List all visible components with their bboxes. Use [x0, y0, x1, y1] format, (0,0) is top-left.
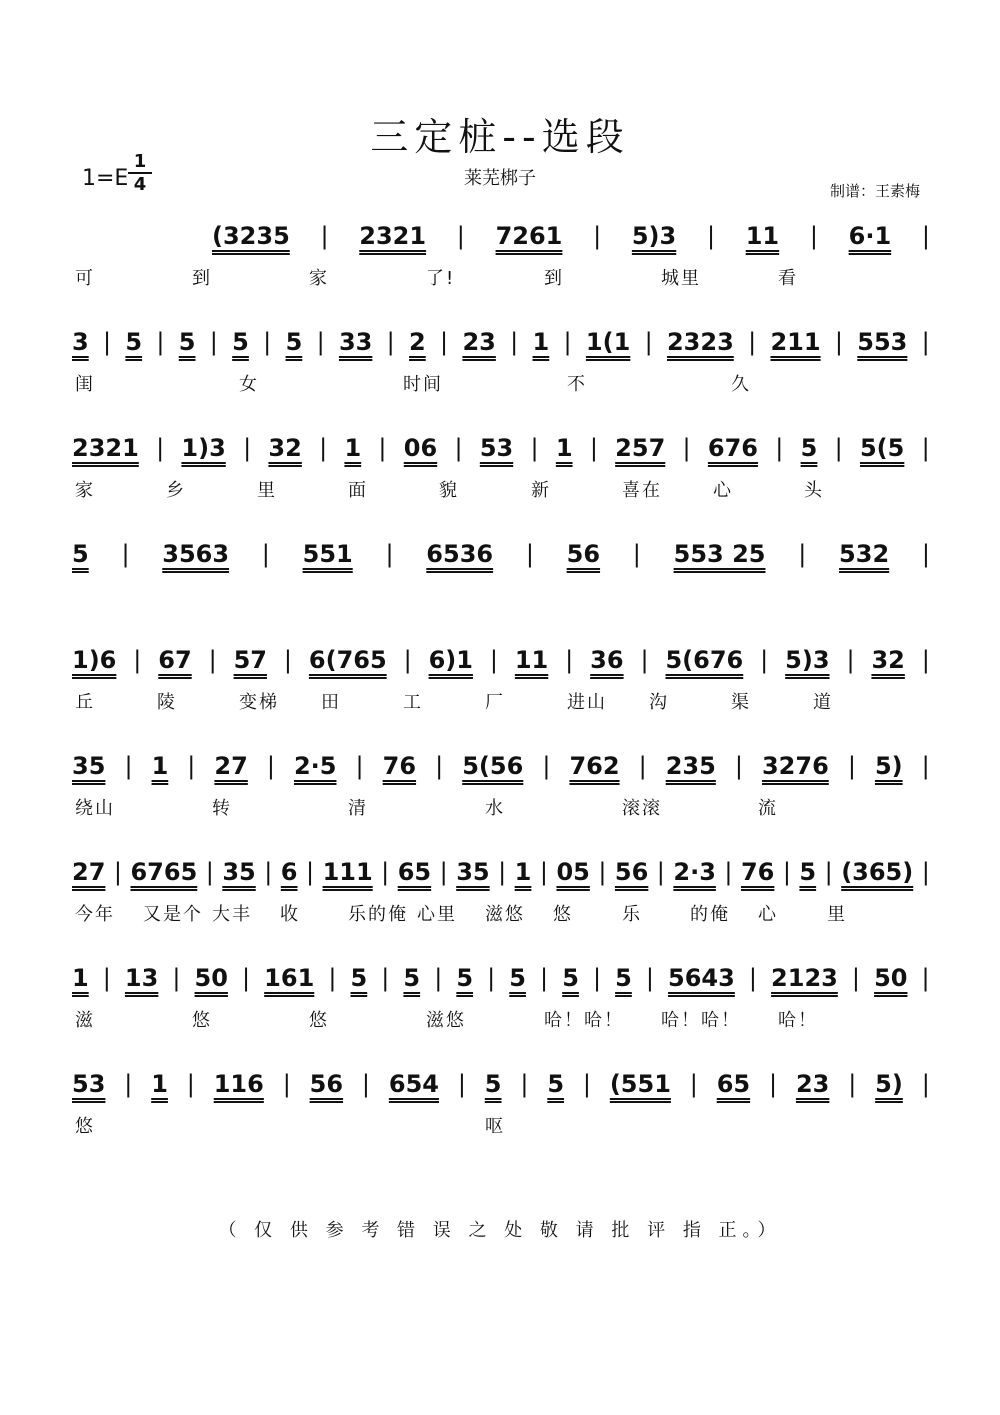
measure: 33	[338, 328, 373, 356]
barline: |	[539, 858, 548, 886]
music-line	[70, 952, 930, 992]
lyric-word: 面	[348, 480, 368, 501]
barline: |	[589, 434, 598, 462]
barline: |	[242, 964, 251, 992]
measure: 05	[556, 858, 590, 886]
barline: |	[361, 1070, 371, 1098]
barline: |	[640, 646, 649, 674]
measure: 1)3	[181, 434, 226, 462]
barline: |	[187, 752, 196, 780]
measure: 53	[479, 434, 514, 462]
lyric-word: 滋	[75, 1010, 95, 1031]
lyric-word: 变梯	[239, 692, 279, 713]
measure: 5	[125, 328, 143, 356]
measure: 1	[72, 964, 89, 992]
barline: |	[319, 434, 328, 462]
measure: 65	[716, 1070, 751, 1098]
measure: 2·3	[673, 858, 716, 886]
music-line	[70, 740, 930, 780]
lyric-word: 女	[239, 374, 259, 395]
barline: |	[921, 646, 930, 674]
barline: |	[592, 964, 602, 992]
lyric-word: 流	[758, 798, 778, 819]
measure: 27	[72, 858, 106, 886]
barline: |	[542, 752, 551, 780]
measure: 5)3	[631, 222, 677, 250]
music-line	[70, 422, 930, 462]
barline: |	[593, 222, 602, 250]
measure: 35	[456, 858, 490, 886]
music-line	[70, 634, 930, 674]
barline: |	[456, 222, 465, 250]
barline: |	[809, 222, 818, 250]
measure: 53	[72, 1070, 106, 1098]
lyric-word: 心里	[417, 904, 457, 925]
barline: |	[834, 328, 843, 356]
lyric-word: 工	[403, 692, 423, 713]
lyric-word: 大丰	[212, 904, 252, 925]
measure: 5	[285, 328, 303, 356]
lyric-word: 悠	[192, 1010, 212, 1031]
lyric-word: 悠	[553, 904, 573, 925]
barline: |	[355, 752, 364, 780]
lyric-word: 清	[348, 798, 368, 819]
measure: 5	[615, 964, 632, 992]
measure: 36	[590, 646, 624, 674]
lyric-word: 进山	[567, 692, 607, 713]
barline: |	[563, 328, 572, 356]
lyric-line	[75, 264, 935, 288]
measure: 654	[388, 1070, 439, 1098]
measure: 56	[566, 540, 601, 568]
barline: |	[113, 858, 122, 886]
measure: 50	[874, 964, 908, 992]
measure: 211	[770, 328, 821, 356]
lyric-word: 滋悠	[426, 1010, 466, 1031]
barline: |	[921, 752, 930, 780]
barline: |	[454, 434, 463, 462]
barline: |	[510, 328, 519, 356]
measure: 67	[158, 646, 192, 674]
barline: |	[205, 858, 214, 886]
barline: |	[848, 1070, 857, 1098]
measure: 5	[456, 964, 474, 992]
measure: 6·1	[848, 222, 892, 250]
lyric-word: 可	[75, 268, 95, 289]
lyric-word: 到	[544, 268, 564, 289]
lyric-word: 哈！	[778, 1010, 818, 1031]
lyric-line	[75, 900, 935, 924]
measure: 1	[344, 434, 362, 462]
barline: |	[439, 858, 448, 886]
barline: |	[921, 434, 930, 462]
barline: |	[172, 964, 181, 992]
measure: 5	[509, 964, 526, 992]
measure: 1(1	[585, 328, 631, 356]
lyric-word: 心	[758, 904, 778, 925]
music-line	[70, 316, 930, 356]
barline: |	[435, 752, 444, 780]
lyric-line	[75, 1006, 935, 1030]
barline: |	[632, 540, 641, 568]
barline: |	[328, 964, 337, 992]
lyric-line	[75, 688, 935, 712]
measure: 06	[403, 434, 438, 462]
lyric-word: 沟	[649, 692, 669, 713]
measure: 5(676	[665, 646, 744, 674]
barline: |	[264, 858, 273, 886]
measure: 1)6	[72, 646, 117, 674]
measure: 2323	[666, 328, 734, 356]
barline: |	[760, 646, 769, 674]
barline: |	[103, 328, 112, 356]
lyric-word: 的俺	[690, 904, 730, 925]
measure: 3	[72, 328, 89, 356]
barline: |	[798, 540, 807, 568]
measure: 76	[740, 858, 775, 886]
barline: |	[261, 540, 270, 568]
measure: 111	[322, 858, 373, 886]
barline: |	[498, 858, 507, 886]
lyric-word: 头	[804, 480, 824, 501]
barline: |	[846, 646, 855, 674]
barline: |	[243, 434, 252, 462]
measure: 5	[799, 858, 817, 886]
measure: 6(765	[308, 646, 387, 674]
measure: 6)1	[428, 646, 473, 674]
barline: |	[921, 328, 930, 356]
barline: |	[385, 540, 394, 568]
barline: |	[440, 328, 449, 356]
measure: 2	[409, 328, 426, 356]
lyric-word: 乐	[622, 904, 642, 925]
barline: |	[638, 752, 647, 780]
time-numerator: 1	[133, 151, 147, 172]
lyric-word: 里	[827, 904, 847, 925]
lyric-word: 渠	[731, 692, 751, 713]
lyric-line	[75, 1112, 935, 1136]
measure: 56	[614, 858, 649, 886]
measure: 13	[124, 964, 159, 992]
measure: 5(56	[462, 752, 524, 780]
measure: 27	[214, 752, 248, 780]
measure: 23	[462, 328, 496, 356]
measure: 65	[397, 858, 432, 886]
measure: 1	[151, 1070, 168, 1098]
barline: |	[782, 858, 791, 886]
lyric-word: 乐的俺	[348, 904, 408, 925]
measure: 5)3	[785, 646, 830, 674]
measure: 2123	[771, 964, 838, 992]
measure: 5(5	[859, 434, 905, 462]
barline: |	[208, 646, 217, 674]
lyric-word: 又是个	[143, 904, 203, 925]
lyric-word: 悠	[75, 1116, 95, 1137]
measure: 532	[839, 540, 890, 568]
measure: 551	[302, 540, 353, 568]
lyric-word: 家	[75, 480, 95, 501]
barline: |	[734, 752, 743, 780]
lyric-word: 滋悠	[485, 904, 525, 925]
lyric-word: 到	[192, 268, 212, 289]
barline: |	[133, 646, 142, 674]
barline: |	[124, 1070, 133, 1098]
barline: |	[102, 964, 111, 992]
measure: 5)	[875, 1070, 903, 1098]
lyric-word: 丘	[75, 692, 95, 713]
lyric-word: 哈！哈！	[544, 1010, 624, 1031]
measure: 5643	[668, 964, 735, 992]
lyric-word: 心	[713, 480, 733, 501]
barline: |	[540, 964, 549, 992]
lyric-line	[75, 370, 935, 394]
barline: |	[316, 328, 325, 356]
barline: |	[434, 964, 443, 992]
measure: 6	[280, 858, 298, 886]
barline: |	[768, 1070, 778, 1098]
measure: 553	[857, 328, 908, 356]
measure: (365)	[841, 858, 914, 886]
credit-label: 制谱：王素梅	[829, 182, 920, 200]
measure: 5	[562, 964, 579, 992]
barline: |	[381, 964, 390, 992]
measure: 6765	[130, 858, 198, 886]
genre-label: 莱芜梆子	[464, 168, 536, 189]
lyric-word: 闺	[75, 374, 95, 395]
lyric-word: 乡	[166, 480, 186, 501]
time-denominator: 4	[133, 174, 147, 195]
barline: |	[283, 646, 292, 674]
measure: 235	[665, 752, 716, 780]
lyric-word: 家	[309, 268, 329, 289]
barline: |	[851, 964, 860, 992]
barline: |	[689, 1070, 698, 1098]
measure: (3235	[212, 222, 290, 250]
barline: |	[644, 328, 653, 356]
barline: |	[834, 434, 843, 462]
barline: |	[748, 964, 757, 992]
measure: 35	[72, 752, 106, 780]
lyric-word: 城里	[661, 268, 701, 289]
measure: 257	[615, 434, 666, 462]
measure: 5	[350, 964, 368, 992]
measure: 2321	[72, 434, 139, 462]
measure: 1	[514, 858, 532, 886]
music-line	[70, 846, 930, 886]
measure: 6536	[426, 540, 494, 568]
lyric-word: 转	[212, 798, 232, 819]
measure: 1	[532, 328, 550, 356]
measure: 1	[151, 752, 169, 780]
barline: |	[921, 1070, 930, 1098]
measure: 5	[232, 328, 249, 356]
key-signature: 1=E	[82, 166, 129, 191]
lyric-word: 哈！哈！	[661, 1010, 741, 1031]
lyric-word: 时间	[403, 374, 443, 395]
measure: 11	[514, 646, 549, 674]
barline: |	[775, 434, 784, 462]
barline: |	[530, 434, 539, 462]
barline: |	[124, 752, 133, 780]
lyric-word: 悠	[309, 1010, 329, 1031]
measure: 56	[309, 1070, 344, 1098]
measure: 35	[222, 858, 256, 886]
barline: |	[645, 964, 654, 992]
measure: 5	[484, 1070, 502, 1098]
measure: 5	[800, 434, 818, 462]
barline: |	[186, 1070, 195, 1098]
barline: |	[520, 1070, 529, 1098]
lyric-word: 陵	[157, 692, 177, 713]
barline: |	[748, 328, 757, 356]
barline: |	[682, 434, 691, 462]
measure: 161	[264, 964, 315, 992]
lyric-word: 收	[280, 904, 300, 925]
measure: 76	[382, 752, 417, 780]
barline: |	[489, 646, 498, 674]
barline: |	[386, 328, 395, 356]
lyric-word: 滚滚	[622, 798, 662, 819]
music-line	[70, 1058, 930, 1098]
barline: |	[381, 858, 390, 886]
measure: 676	[707, 434, 759, 462]
measure: 57	[233, 646, 267, 674]
lyric-word: 绕山	[75, 798, 115, 819]
music-line	[210, 210, 930, 250]
lyric-line	[75, 476, 935, 500]
barline: |	[282, 1070, 291, 1098]
measure: 5)	[874, 752, 903, 780]
measure: 3276	[761, 752, 829, 780]
barline: |	[724, 858, 733, 886]
lyric-word: 貌	[439, 480, 459, 501]
barline: |	[706, 222, 716, 250]
lyric-word: 看	[778, 268, 798, 289]
measure: 2·5	[293, 752, 337, 780]
barline: |	[378, 434, 387, 462]
lyric-word: 今年	[75, 904, 115, 925]
barline: |	[921, 964, 930, 992]
measure: 5	[72, 540, 89, 568]
barline: |	[266, 752, 275, 780]
barline: |	[921, 858, 930, 886]
measure: 553 25	[673, 540, 766, 568]
measure: 32	[268, 434, 302, 462]
measure: 23	[795, 1070, 830, 1098]
barline: |	[921, 540, 930, 568]
measure: 5	[403, 964, 421, 992]
page-title: 三定桩--选段	[370, 115, 630, 159]
measure: 1	[555, 434, 573, 462]
lyric-word: 不	[567, 374, 587, 395]
lyric-word: 水	[485, 798, 505, 819]
measure: 762	[569, 752, 620, 780]
measure: 7261	[495, 222, 563, 250]
lyric-word: 喜在	[622, 480, 662, 501]
measure: 50	[194, 964, 228, 992]
measure: 11	[745, 222, 780, 250]
lyric-line	[75, 794, 935, 818]
footer-note: （ 仅 供 参 考 错 误 之 处 敬 请 批 评 指 正。）	[218, 1220, 782, 1241]
lyric-word: 久	[731, 374, 751, 395]
barline: |	[156, 328, 165, 356]
barline: |	[847, 752, 856, 780]
lyric-word: 道	[813, 692, 833, 713]
measure: (551	[609, 1070, 671, 1098]
barline: |	[656, 858, 665, 886]
barline: |	[156, 434, 165, 462]
measure: 32	[871, 646, 905, 674]
barline: |	[263, 328, 272, 356]
barline: |	[525, 540, 534, 568]
barline: |	[121, 540, 130, 568]
lyric-word: 田	[321, 692, 341, 713]
barline: |	[457, 1070, 466, 1098]
barline: |	[565, 646, 574, 674]
lyric-word: 呕	[485, 1116, 505, 1137]
measure: 3563	[162, 540, 230, 568]
lyric-word: 新	[531, 480, 551, 501]
lyric-word: 厂	[485, 692, 505, 713]
barline: |	[320, 222, 329, 250]
barline: |	[582, 1070, 591, 1098]
lyric-word: 了!	[426, 268, 456, 289]
measure: 5	[547, 1070, 565, 1098]
barline: |	[824, 858, 833, 886]
barline: |	[209, 328, 218, 356]
lyric-word: 里	[257, 480, 277, 501]
barline: |	[403, 646, 412, 674]
music-line	[70, 528, 930, 568]
barline: |	[305, 858, 315, 886]
barline: |	[487, 964, 496, 992]
measure: 116	[213, 1070, 264, 1098]
barline: |	[598, 858, 607, 886]
measure: 5	[178, 328, 196, 356]
barline: |	[921, 222, 930, 250]
measure: 2321	[359, 222, 427, 250]
